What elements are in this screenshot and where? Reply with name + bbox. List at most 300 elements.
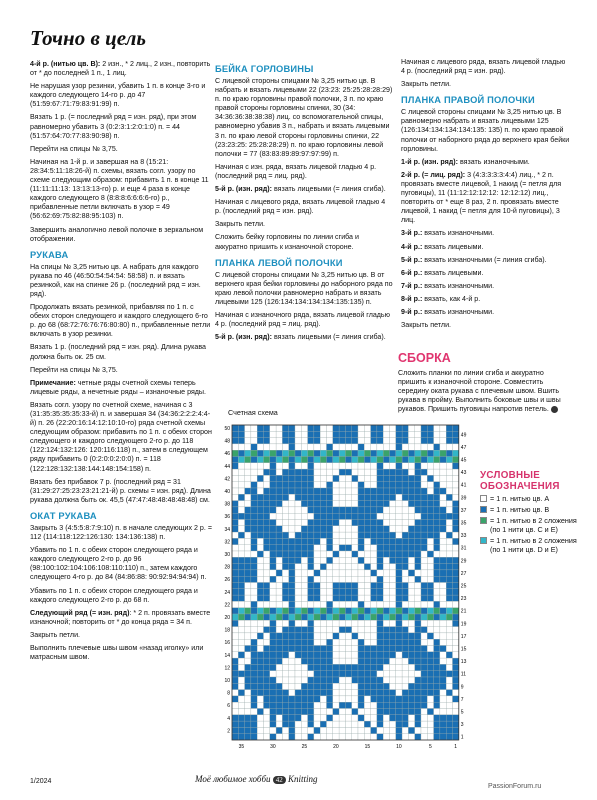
- chart-cell: [358, 425, 364, 431]
- chart-cell: [251, 589, 257, 595]
- chart-cell: [415, 721, 421, 727]
- chart-cell: [276, 576, 282, 582]
- chart-cell: [333, 526, 339, 532]
- chart-cell: [440, 702, 446, 708]
- chart-cell: [245, 608, 251, 614]
- paragraph: 5-й р. (изн. ряд): вязать лицевыми (= линия сгиба).: [215, 333, 386, 342]
- chart-cell: [301, 457, 307, 463]
- chart-cell: [408, 564, 414, 570]
- chart-cell: [427, 683, 433, 689]
- chart-cell: [314, 702, 320, 708]
- chart-cell: [333, 538, 339, 544]
- chart-cell: [453, 583, 459, 589]
- chart-cell: [377, 513, 383, 519]
- chart-cell: [245, 664, 251, 670]
- chart-cell: [408, 501, 414, 507]
- legend-swatch: [480, 517, 487, 524]
- chart-cell: [333, 601, 339, 607]
- chart-cell: [333, 709, 339, 715]
- chart-cell: [270, 677, 276, 683]
- chart-cell: [276, 721, 282, 727]
- chart-cell: [446, 438, 452, 444]
- chart-cell: [289, 671, 295, 677]
- chart-cell: [364, 702, 370, 708]
- chart-cell: [371, 620, 377, 626]
- chart-cell: [333, 646, 339, 652]
- chart-cell: [333, 457, 339, 463]
- chart-cell: [264, 444, 270, 450]
- chart-cell: [415, 488, 421, 494]
- chart-cell: [282, 551, 288, 557]
- chart-cell: [327, 614, 333, 620]
- chart-cell: [453, 683, 459, 689]
- chart-cell: [251, 520, 257, 526]
- chart-cell: [245, 469, 251, 475]
- chart-cell: [245, 677, 251, 683]
- chart-cell: [264, 538, 270, 544]
- chart-cell: [238, 633, 244, 639]
- chart-cell: [282, 608, 288, 614]
- chart-cell: [264, 639, 270, 645]
- chart-cell: [314, 425, 320, 431]
- chart-cell: [232, 564, 238, 570]
- chart-cell: [264, 507, 270, 513]
- chart-cell: [289, 425, 295, 431]
- chart-cell: [301, 589, 307, 595]
- chart-cell: [415, 633, 421, 639]
- chart-cell: [327, 633, 333, 639]
- chart-cell: [232, 488, 238, 494]
- chart-tick-label: 27: [460, 570, 467, 577]
- chart-cell: [251, 664, 257, 670]
- chart-cell: [339, 532, 345, 538]
- chart-cell: [314, 469, 320, 475]
- chart-cell: [333, 425, 339, 431]
- chart-cell: [383, 557, 389, 563]
- chart-cell: [396, 457, 402, 463]
- chart-cell: [257, 664, 263, 670]
- chart-cell: [245, 532, 251, 538]
- chart-cell: [251, 438, 257, 444]
- chart-cell: [264, 683, 270, 689]
- chart-cell: [364, 614, 370, 620]
- chart-cell: [276, 702, 282, 708]
- chart-cell: [427, 538, 433, 544]
- chart-cell: [314, 696, 320, 702]
- chart-cell: [276, 482, 282, 488]
- chart-cell: [408, 463, 414, 469]
- chart-cell: [345, 551, 351, 557]
- chart-cell: [364, 608, 370, 614]
- chart-cell: [434, 715, 440, 721]
- chart-cell: [295, 727, 301, 733]
- chart-cell: [390, 475, 396, 481]
- chart-cell: [383, 595, 389, 601]
- chart-cell: [238, 520, 244, 526]
- chart-cell: [289, 589, 295, 595]
- chart-cell: [377, 702, 383, 708]
- chart-cell: [345, 664, 351, 670]
- chart-cell: [314, 671, 320, 677]
- chart-cell: [390, 501, 396, 507]
- chart-cell: [453, 734, 459, 740]
- chart-cell: [345, 702, 351, 708]
- chart-cell: [301, 639, 307, 645]
- chart-cell: [238, 526, 244, 532]
- chart-cell: [270, 450, 276, 456]
- chart-cell: [421, 425, 427, 431]
- chart-tick-label: 28: [224, 564, 230, 571]
- chart-cell: [276, 715, 282, 721]
- chart-cell: [345, 469, 351, 475]
- chart-cell: [421, 734, 427, 740]
- chart-cell: [390, 734, 396, 740]
- chart-cell: [390, 469, 396, 475]
- chart-cell: [282, 431, 288, 437]
- chart-cell: [396, 727, 402, 733]
- chart-cell: [320, 564, 326, 570]
- chart-cell: [396, 564, 402, 570]
- chart-cell: [308, 431, 314, 437]
- chart-cell: [371, 664, 377, 670]
- chart-cell: [257, 658, 263, 664]
- chart-cell: [446, 482, 452, 488]
- chart-cell: [251, 463, 257, 469]
- chart-cell: [408, 664, 414, 670]
- chart-cell: [270, 683, 276, 689]
- chart-cell: [301, 696, 307, 702]
- chart-cell: [396, 463, 402, 469]
- chart-cell: [415, 696, 421, 702]
- chart-cell: [251, 690, 257, 696]
- chart-cell: [301, 595, 307, 601]
- legend-swatch: [480, 495, 487, 502]
- chart-cell: [245, 620, 251, 626]
- chart-cell: [314, 583, 320, 589]
- chart-cell: [276, 469, 282, 475]
- chart-tick-label: 1: [454, 744, 458, 750]
- chart-tick-label: 10: [224, 678, 230, 685]
- chart-cell: [364, 570, 370, 576]
- chart-cell: [390, 664, 396, 670]
- chart-cell: [295, 690, 301, 696]
- chart-cell: [415, 734, 421, 740]
- chart-cell: [440, 482, 446, 488]
- chart-cell: [446, 457, 452, 463]
- chart-cell: [339, 664, 345, 670]
- chart-cell: [238, 475, 244, 481]
- page-number: 42: [273, 776, 286, 784]
- chart-cell: [408, 526, 414, 532]
- chart-cell: [339, 538, 345, 544]
- chart-cell: [295, 646, 301, 652]
- chart-tick-label: 30: [224, 552, 230, 559]
- chart-cell: [383, 671, 389, 677]
- chart-cell: [314, 551, 320, 557]
- chart-cell: [421, 627, 427, 633]
- chart-cell: [238, 727, 244, 733]
- chart-cell: [232, 646, 238, 652]
- chart-cell: [339, 702, 345, 708]
- chart-cell: [314, 709, 320, 715]
- chart-cell: [345, 538, 351, 544]
- chart-cell: [282, 652, 288, 658]
- chart-cell: [408, 690, 414, 696]
- chart-cell: [446, 702, 452, 708]
- chart-cell: [377, 696, 383, 702]
- chart-cell: [264, 576, 270, 582]
- chart-cell: [276, 532, 282, 538]
- chart-cell: [415, 589, 421, 595]
- chart-cell: [377, 507, 383, 513]
- chart-cell: [295, 620, 301, 626]
- chart-cell: [440, 526, 446, 532]
- paragraph: Выполнить плечевые швы швом «назад иголку» или матрасным швом.: [30, 643, 204, 662]
- chart-cell: [453, 709, 459, 715]
- chart-cell: [371, 734, 377, 740]
- chart-cell: [339, 595, 345, 601]
- chart-cell: [427, 488, 433, 494]
- chart-cell: [339, 601, 345, 607]
- chart-cell: [345, 696, 351, 702]
- chart-cell: [352, 690, 358, 696]
- chart-cell: [453, 658, 459, 664]
- chart-cell: [427, 658, 433, 664]
- chart-cell: [415, 576, 421, 582]
- chart-cell: [402, 683, 408, 689]
- chart-cell: [232, 589, 238, 595]
- chart-cell: [345, 727, 351, 733]
- chart-cell: [232, 690, 238, 696]
- chart-cell: [308, 551, 314, 557]
- chart-cell: [345, 652, 351, 658]
- chart-cell: [301, 538, 307, 544]
- chart-cell: [421, 702, 427, 708]
- chart-cell: [314, 727, 320, 733]
- chart-cell: [289, 658, 295, 664]
- chart-cell: [270, 721, 276, 727]
- chart-cell: [232, 696, 238, 702]
- chart-cell: [339, 727, 345, 733]
- chart-cell: [377, 601, 383, 607]
- chart-cell: [257, 589, 263, 595]
- chart-cell: [308, 526, 314, 532]
- chart-cell: [257, 450, 263, 456]
- chart-cell: [371, 457, 377, 463]
- chart-cell: [245, 475, 251, 481]
- chart-cell: [264, 438, 270, 444]
- chart-cell: [301, 520, 307, 526]
- chart-cell: [232, 501, 238, 507]
- chart-cell: [396, 532, 402, 538]
- chart-cell: [232, 709, 238, 715]
- chart-cell: [295, 444, 301, 450]
- chart-cell: [352, 715, 358, 721]
- chart-cell: [289, 633, 295, 639]
- chart-cell: [446, 501, 452, 507]
- chart-cell: [327, 652, 333, 658]
- paragraph: Закрыть петли.: [215, 220, 266, 229]
- chart-cell: [371, 608, 377, 614]
- chart-cell: [320, 526, 326, 532]
- chart-cell: [314, 721, 320, 727]
- chart-cell: [333, 595, 339, 601]
- chart-cell: [364, 576, 370, 582]
- chart-cell: [327, 696, 333, 702]
- chart-tick-label: 16: [224, 640, 230, 647]
- chart-cell: [408, 438, 414, 444]
- chart-cell: [282, 671, 288, 677]
- chart-cell: [390, 633, 396, 639]
- chart-cell: [383, 589, 389, 595]
- chart-cell: [427, 595, 433, 601]
- chart-cell: [289, 463, 295, 469]
- chart-cell: [408, 658, 414, 664]
- chart-cell: [238, 601, 244, 607]
- chart-cell: [434, 538, 440, 544]
- chart-cell: [440, 463, 446, 469]
- chart-cell: [345, 620, 351, 626]
- chart-cell: [238, 608, 244, 614]
- chart-cell: [453, 538, 459, 544]
- chart-cell: [440, 425, 446, 431]
- chart-cell: [289, 690, 295, 696]
- chart-cell: [440, 677, 446, 683]
- chart-cell: [446, 677, 452, 683]
- chart-cell: [408, 696, 414, 702]
- chart-cell: [377, 425, 383, 431]
- chart-cell: [421, 658, 427, 664]
- chart-cell: [289, 431, 295, 437]
- chart-cell: [238, 507, 244, 513]
- chart-cell: [364, 601, 370, 607]
- chart-cell: [434, 683, 440, 689]
- chart-cell: [245, 683, 251, 689]
- chart-cell: [427, 702, 433, 708]
- chart-cell: [282, 601, 288, 607]
- chart-cell: [232, 595, 238, 601]
- chart-cell: [270, 614, 276, 620]
- chart-cell: [333, 652, 339, 658]
- chart-cell: [421, 475, 427, 481]
- chart-cell: [358, 513, 364, 519]
- chart-cell: [434, 463, 440, 469]
- chart-cell: [396, 494, 402, 500]
- chart-cell: [314, 438, 320, 444]
- chart-cell: [251, 652, 257, 658]
- chart-cell: [377, 564, 383, 570]
- paragraph: С лицевой стороны спицами № 3,25 нитью цв. В равномерно набрать и вязать лицевыми 125 (126:134:134:134:134:135: 135) п. по краю правой полочки от наборного ряда до верхнего края бейки горловины.: [401, 108, 570, 153]
- chart-cell: [257, 532, 263, 538]
- chart-cell: [270, 595, 276, 601]
- chart-cell: [232, 734, 238, 740]
- chart-cell: [264, 457, 270, 463]
- chart-cell: [427, 494, 433, 500]
- chart-cell: [308, 677, 314, 683]
- chart-cell: [282, 557, 288, 563]
- chart-cell: [364, 526, 370, 532]
- chart-cell: [453, 570, 459, 576]
- chart-cell: [364, 589, 370, 595]
- chart-cell: [339, 475, 345, 481]
- chart-cell: [270, 438, 276, 444]
- chart-cell: [314, 614, 320, 620]
- chart-cell: [383, 727, 389, 733]
- chart-cell: [232, 715, 238, 721]
- chart-cell: [339, 652, 345, 658]
- chart-cell: [434, 494, 440, 500]
- chart-cell: [453, 482, 459, 488]
- chart-cell: [264, 696, 270, 702]
- chart-cell: [314, 608, 320, 614]
- chart-cell: [390, 589, 396, 595]
- paragraph: Закрыть петли.: [401, 321, 452, 330]
- chart-cell: [352, 727, 358, 733]
- chart-cell: [440, 444, 446, 450]
- chart-cell: [314, 652, 320, 658]
- chart-cell: [415, 664, 421, 670]
- chart-cell: [320, 425, 326, 431]
- chart-cell: [453, 438, 459, 444]
- chart-cell: [427, 664, 433, 670]
- chart-cell: [408, 620, 414, 626]
- chart-cell: [270, 709, 276, 715]
- chart-cell: [257, 671, 263, 677]
- chart-cell: [257, 583, 263, 589]
- chart-cell: [396, 633, 402, 639]
- chart-cell: [383, 652, 389, 658]
- chart-cell: [251, 601, 257, 607]
- chart-cell: [421, 545, 427, 551]
- chart-cell: [339, 438, 345, 444]
- chart-cell: [396, 614, 402, 620]
- chart-cell: [257, 601, 263, 607]
- chart-cell: [295, 557, 301, 563]
- chart-cell: [434, 450, 440, 456]
- chart-cell: [270, 608, 276, 614]
- legend-item: [480, 505, 580, 514]
- chart-cell: [308, 482, 314, 488]
- chart-cell: [282, 677, 288, 683]
- chart-cell: [345, 501, 351, 507]
- chart-cell: [301, 727, 307, 733]
- chart-cell: [358, 734, 364, 740]
- chart-cell: [390, 557, 396, 563]
- chart-cell: [264, 570, 270, 576]
- chart-cell: [238, 494, 244, 500]
- chart-cell: [396, 513, 402, 519]
- chart-cell: [364, 715, 370, 721]
- chart-cell: [402, 450, 408, 456]
- chart-cell: [270, 475, 276, 481]
- chart-cell: [264, 551, 270, 557]
- legend-swatch: [480, 537, 487, 544]
- chart-cell: [440, 696, 446, 702]
- chart-cell: [301, 620, 307, 626]
- chart-cell: [301, 438, 307, 444]
- chart-cell: [314, 463, 320, 469]
- chart-cell: [314, 475, 320, 481]
- chart-cell: [282, 576, 288, 582]
- chart-cell: [453, 557, 459, 563]
- chart-cell: [245, 444, 251, 450]
- chart-cell: [251, 671, 257, 677]
- chart-cell: [238, 702, 244, 708]
- chart-cell: [345, 450, 351, 456]
- chart-cell: [301, 482, 307, 488]
- chart-cell: [415, 715, 421, 721]
- chart-cell: [339, 677, 345, 683]
